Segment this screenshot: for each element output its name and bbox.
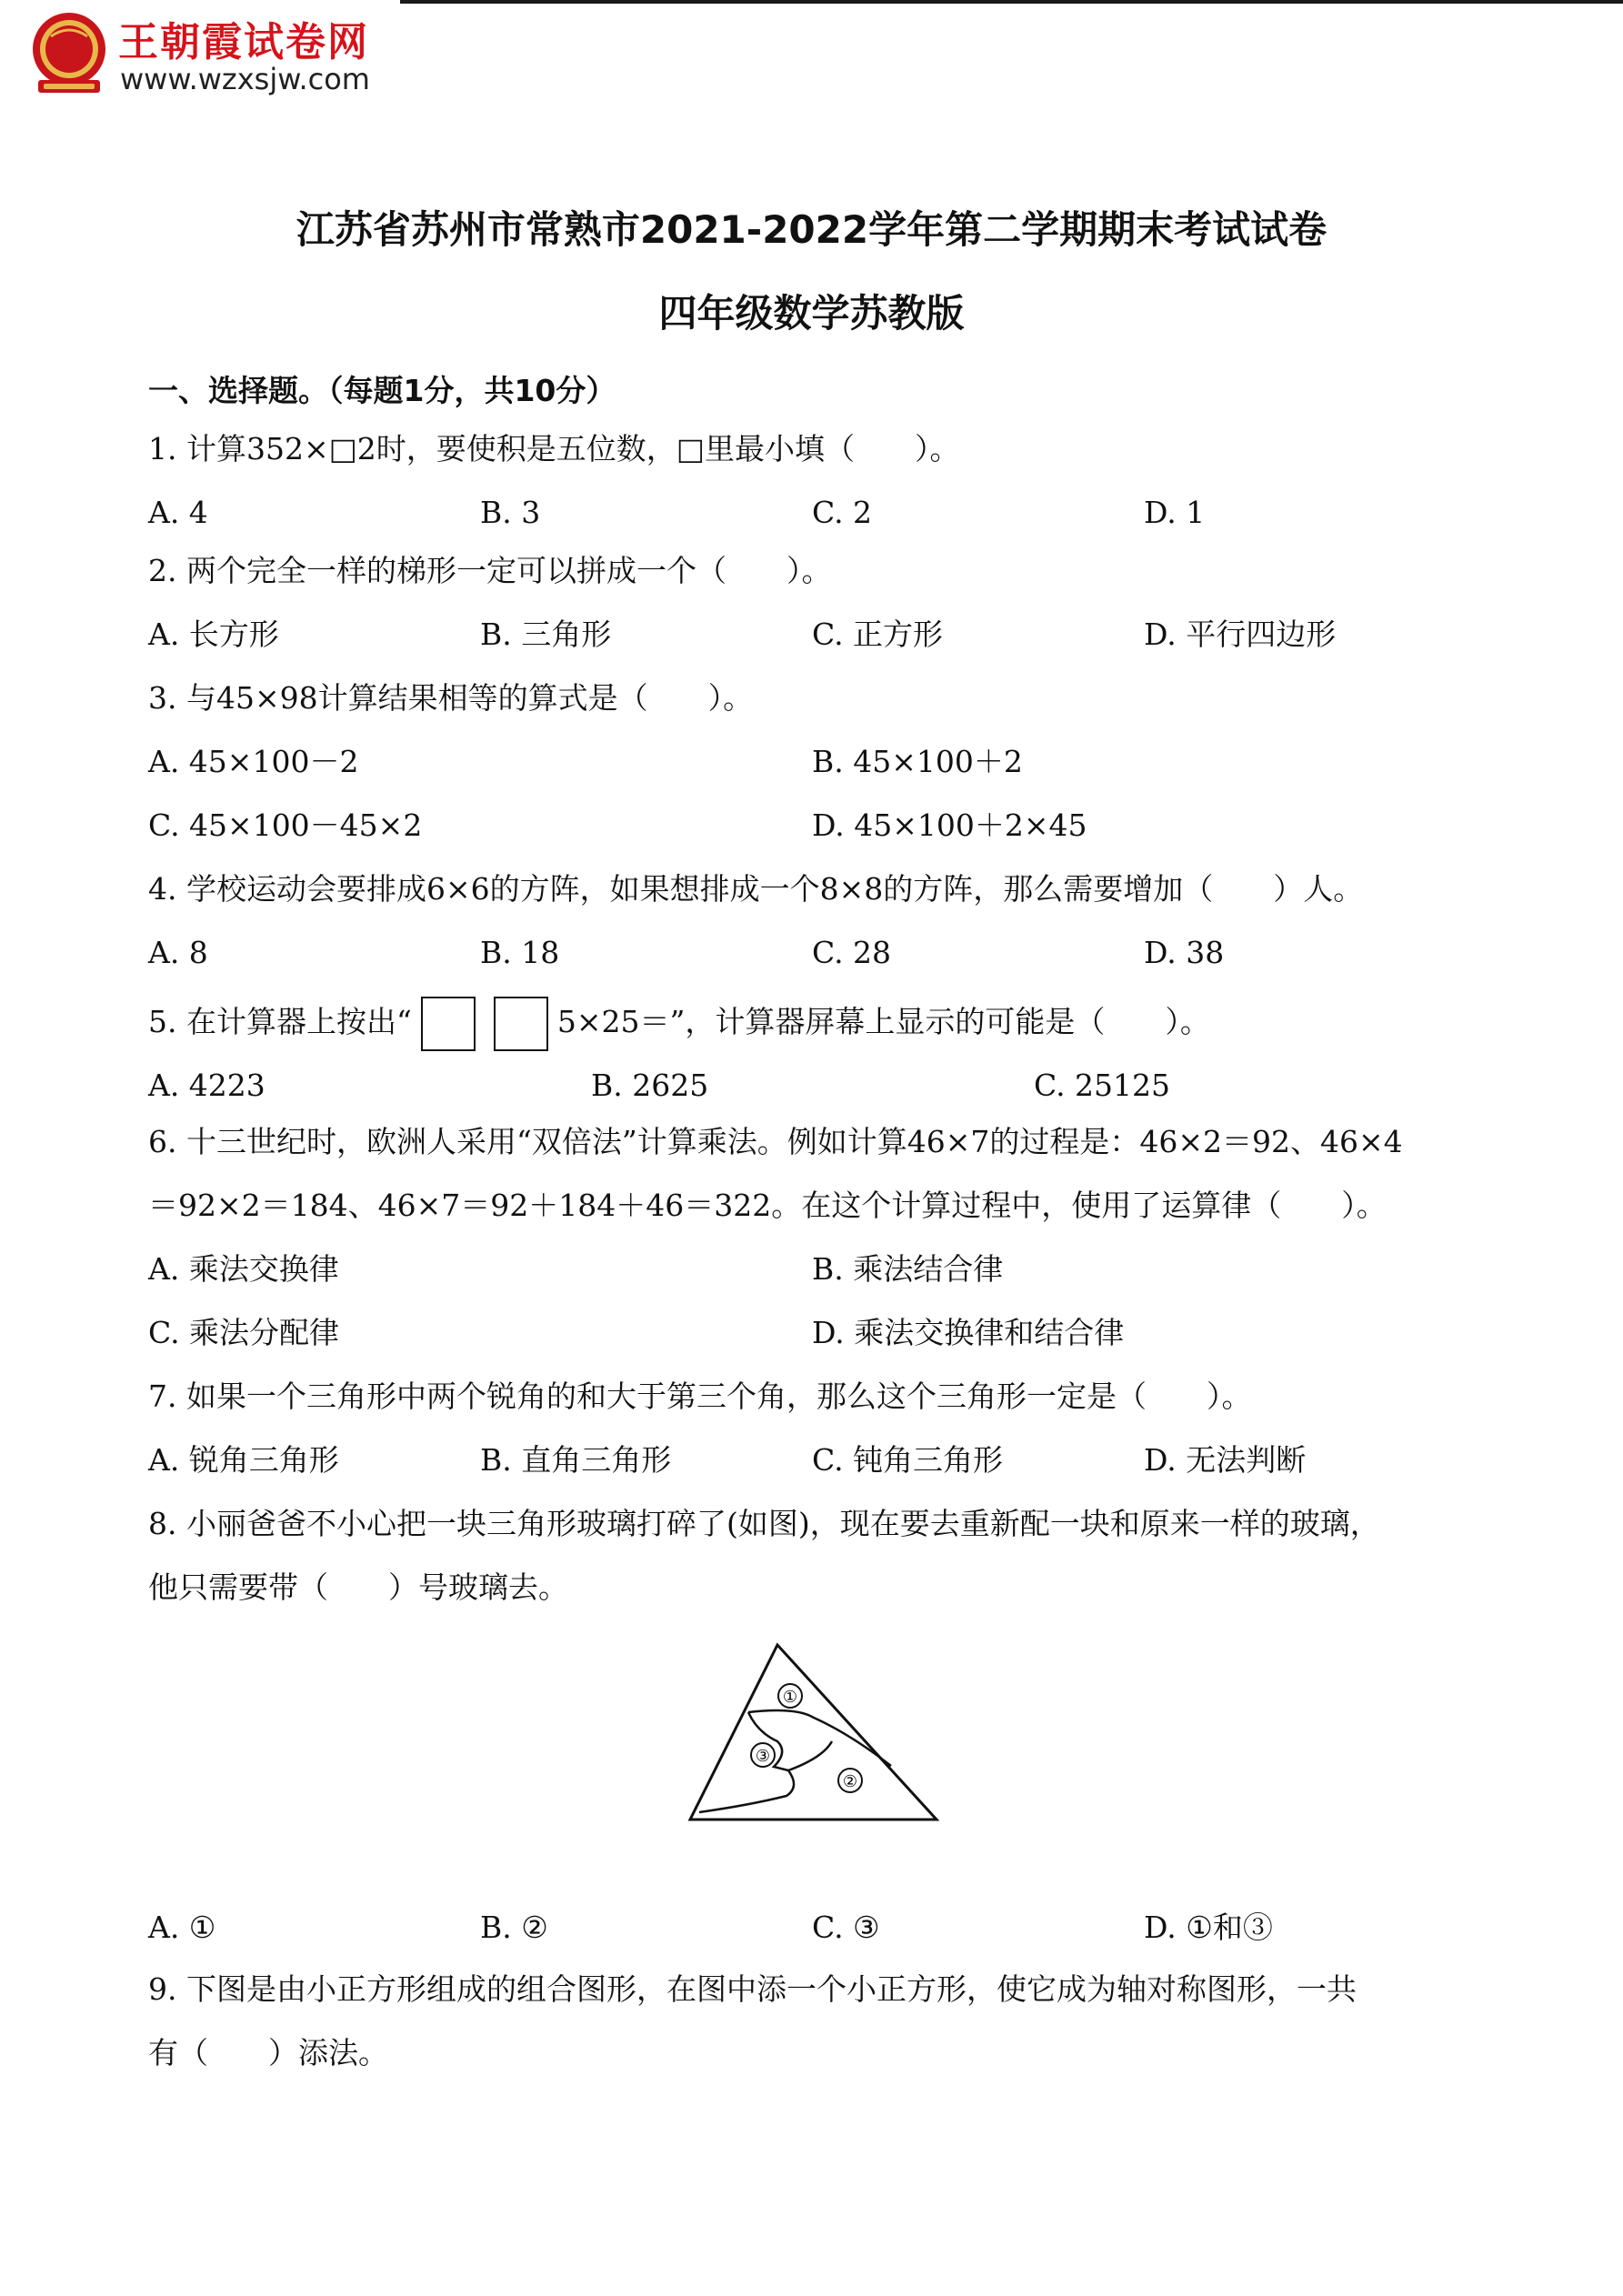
q6-option-c: C. 乘法分配律	[148, 1315, 340, 1350]
q3-option-a: A. 45×100－2	[148, 744, 359, 779]
question-3: 3. 与45×98计算结果相等的算式是（ ）。	[148, 680, 754, 716]
q2-option-a: A. 长方形	[148, 617, 279, 652]
q8-option-a: A. ①	[148, 1910, 216, 1945]
q4-option-b: B. 18	[480, 935, 560, 970]
question-9-line-1: 9. 下图是由小正方形组成的组合图形，在图中添一个小正方形，使它成为轴对称图形，一共	[148, 1971, 1357, 2007]
q6-option-d: D. 乘法交换律和结合律	[812, 1315, 1125, 1350]
q5-option-a: A. 4223	[148, 1068, 265, 1103]
q3-option-d: D. 45×100＋2×45	[812, 807, 1087, 843]
q5-option-b: B. 2625	[591, 1068, 709, 1103]
q4-option-d: D. 38	[1144, 935, 1225, 970]
q4-option-a: A. 8	[148, 935, 208, 970]
section-heading: 一、选择题。（每题1分，共10分）	[148, 373, 616, 408]
calculator-key-box	[421, 997, 476, 1051]
broken-triangle-figure	[686, 1641, 941, 1823]
q8-option-b: B. ②	[480, 1910, 548, 1945]
q1-option-c: C. 2	[812, 495, 873, 530]
q5-option-c: C. 25125	[1034, 1068, 1171, 1103]
q3-option-b: B. 45×100＋2	[812, 744, 1023, 779]
question-8-line-1: 8. 小丽爸爸不小心把一块三角形玻璃打碎了(如图)，现在要去重新配一块和原来一样的玻璃，	[148, 1506, 1380, 1541]
header-rule	[400, 0, 1623, 4]
q2-option-c: C. 正方形	[812, 617, 944, 652]
question-5	[148, 997, 1210, 1051]
brand-logo-icon	[25, 9, 113, 96]
question-6-line-1: 6. 十三世纪时，欧洲人采用“双倍法”计算乘法。例如计算46×7的过程是：46×2＝92、46×4	[148, 1124, 1403, 1159]
question-8-line-2: 他只需要带（ ）号玻璃去。	[148, 1569, 568, 1605]
q1-option-d: D. 1	[1144, 495, 1206, 530]
page-title: 江苏省苏州市常熟市2021-2022学年第二学期期末考试试卷	[296, 207, 1327, 252]
figure-label-2: ②	[842, 1772, 858, 1791]
q7-option-a: A. 锐角三角形	[148, 1442, 339, 1478]
figure-label-3: ③	[755, 1747, 771, 1766]
q3-option-c: C. 45×100－45×2	[148, 807, 423, 843]
brand-name: 王朝霞试卷网	[118, 19, 369, 65]
brand-url: www.wzxsjw.com	[120, 62, 370, 96]
q4-option-c: C. 28	[812, 935, 892, 970]
question-9-line-2: 有（ ）添法。	[148, 2035, 388, 2070]
question-4: 4. 学校运动会要排成6×6的方阵，如果想排成一个8×8的方阵，那么需要增加（ ）人。	[148, 871, 1364, 907]
q8-option-c: C. ③	[812, 1910, 880, 1945]
q5-text-before: 5. 在计算器上按出“	[148, 1004, 412, 1039]
figure-label-1: ①	[782, 1688, 798, 1707]
q8-option-d: D. ①和③	[1144, 1910, 1273, 1945]
question-1: 1. 计算352×□2时，要使积是五位数，□里最小填（ ）。	[148, 431, 960, 466]
q7-option-d: D. 无法判断	[1144, 1442, 1307, 1478]
q2-option-b: B. 三角形	[480, 617, 612, 652]
q2-option-d: D. 平行四边形	[1144, 617, 1337, 652]
page-subtitle: 四年级数学苏教版	[658, 291, 965, 336]
question-6-line-2: ＝92×2＝184、46×7＝92＋184＋46＝322。在这个计算过程中，使用了运算律（ ）。	[148, 1188, 1387, 1223]
q6-option-b: B. 乘法结合律	[812, 1251, 1004, 1287]
q1-option-b: B. 3	[480, 495, 541, 530]
question-2: 2. 两个完全一样的梯形一定可以拼成一个（ ）。	[148, 553, 832, 588]
calculator-key-box	[494, 997, 548, 1051]
q6-option-a: A. 乘法交换律	[148, 1251, 339, 1287]
q5-text-after: 5×25＝”，计算器屏幕上显示的可能是（ ）。	[556, 1004, 1210, 1039]
q1-option-a: A. 4	[148, 495, 208, 530]
q7-option-c: C. 钝角三角形	[812, 1442, 1004, 1478]
question-7: 7. 如果一个三角形中两个锐角的和大于第三个角，那么这个三角形一定是（ ）。	[148, 1379, 1252, 1414]
q7-option-b: B. 直角三角形	[480, 1442, 672, 1478]
